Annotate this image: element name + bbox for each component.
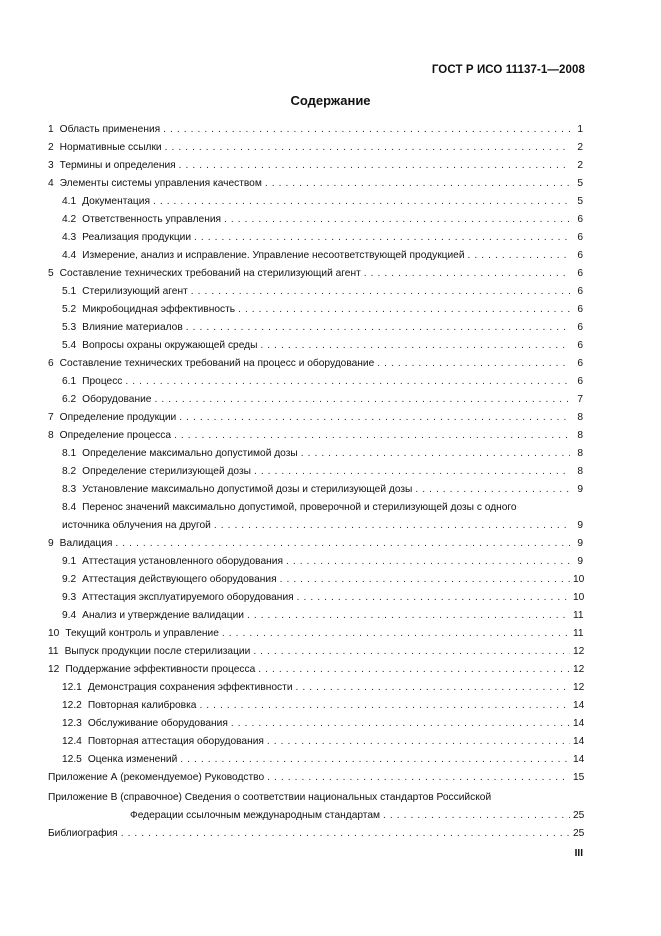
toc-leader-dots	[179, 157, 570, 175]
toc-appendix-b-line2[interactable]	[48, 807, 583, 825]
toc-entry-label: Область применения	[59, 124, 161, 135]
toc-title: Содержание	[290, 93, 371, 108]
toc-leader-dots	[267, 733, 570, 751]
toc-entry-label: Нормативные ссылки	[59, 142, 162, 153]
toc-leader-dots	[125, 373, 570, 391]
toc-entry-number: 6.2	[62, 394, 77, 405]
toc-entry-label: Приложение А (рекомендуемое) Руководство	[48, 772, 265, 783]
toc-entry-number: 9.1	[62, 556, 77, 567]
toc-leader-dots	[222, 625, 570, 643]
toc-entry-page: 8	[577, 448, 583, 459]
toc-part-2	[48, 535, 583, 769]
toc-entry-page: 8	[577, 466, 583, 477]
toc-entry-number: 12.3	[62, 718, 82, 729]
toc-entry-number: 6	[48, 358, 54, 369]
page-number: III	[574, 848, 583, 859]
toc-entry-page: 12	[573, 682, 585, 693]
toc-appendix-b-line1[interactable]	[48, 789, 583, 807]
toc-entry-number: 5.4	[62, 340, 77, 351]
toc-entry[interactable]	[48, 337, 583, 355]
toc-entry[interactable]	[48, 193, 583, 211]
toc-entry-page: 6	[577, 358, 583, 369]
toc-entry-page: 14	[573, 700, 585, 711]
toc-entry[interactable]	[48, 247, 583, 265]
toc-entry-label: Составление технических требований на стерилизующий агент	[59, 268, 361, 279]
toc-entry-number: 12.1	[62, 682, 82, 693]
toc-entry[interactable]	[48, 463, 583, 481]
toc-entry-label: Стерилизующий агент	[82, 286, 188, 297]
toc-leader-dots	[186, 319, 570, 337]
toc-leader-dots	[301, 445, 570, 463]
toc-leader-dots	[121, 825, 570, 843]
toc-entry-label: Реализация продукции	[82, 232, 192, 243]
document-id: ГОСТ Р ИСО 11137-1—2008	[431, 64, 585, 76]
toc-entry[interactable]	[48, 751, 583, 769]
toc-entry-label-continued: источника облучения на другой	[62, 520, 211, 531]
toc-leader-dots	[154, 391, 570, 409]
toc-entry[interactable]	[48, 229, 583, 247]
toc-entry-page: 14	[573, 754, 585, 765]
toc-entry-label: Демонстрация сохранения эффективности	[87, 682, 293, 693]
toc-entry-label: Анализ и утверждение валидации	[82, 610, 244, 621]
toc-entry-number: 12	[48, 664, 60, 675]
toc-entry-label: Документация	[82, 196, 150, 207]
toc-entry-label: Вопросы охраны окружающей среды	[82, 340, 258, 351]
toc-entry-number: 8.4	[62, 502, 77, 513]
toc-entry-label: Определение стерилизующей дозы	[82, 466, 251, 477]
toc-entry-number: 9	[48, 538, 54, 549]
toc-leader-dots	[468, 247, 570, 265]
toc-entry-8-4-line2[interactable]	[48, 517, 583, 535]
toc-entry-label: Повторная калибровка	[87, 700, 197, 711]
toc-entry[interactable]	[48, 643, 583, 661]
toc-leader-dots	[153, 193, 570, 211]
toc-leader-dots	[179, 409, 570, 427]
toc-entry-page: 9	[577, 556, 583, 567]
toc-entry-number: 4	[48, 178, 54, 189]
toc-entry[interactable]	[48, 535, 583, 553]
toc-entry[interactable]	[48, 265, 583, 283]
toc-entry-page: 6	[577, 214, 583, 225]
toc-entry-number: 9.2	[62, 574, 77, 585]
toc-entry-number: 1	[48, 124, 54, 135]
toc-entry-label: Выпуск продукции после стерилизации	[64, 646, 251, 657]
toc-entry-number: 2	[48, 142, 54, 153]
toc-entry-page: 25	[573, 828, 585, 839]
toc-entry[interactable]	[48, 211, 583, 229]
toc-entry-number: 10	[48, 628, 60, 639]
toc-entry-page: 12	[573, 664, 585, 675]
toc-entry-number: 12.2	[62, 700, 82, 711]
toc-entry-label: Определение максимально допустимой дозы	[82, 448, 298, 459]
toc-entry-page: 12	[573, 646, 585, 657]
toc-entry[interactable]	[48, 121, 583, 139]
toc-leader-dots	[238, 301, 570, 319]
toc-entry-label: Оборудование	[82, 394, 152, 405]
toc-entry-number: 11	[48, 646, 59, 657]
toc-entry[interactable]	[48, 175, 583, 193]
toc-entry[interactable]	[48, 715, 583, 733]
toc-entry[interactable]	[48, 355, 583, 373]
toc-entry-label: Поддержание эффективности процесса	[65, 664, 256, 675]
toc-leader-dots	[260, 337, 570, 355]
toc-leader-dots	[180, 751, 570, 769]
toc-entry-number: 5.2	[62, 304, 77, 315]
toc-entry[interactable]	[48, 679, 583, 697]
toc-entry-number: 5.3	[62, 322, 77, 333]
toc-entry-label: Измерение, анализ и исправление. Управление несоответствующей продукцией	[82, 250, 465, 261]
toc-entry-page: 14	[573, 736, 585, 747]
toc-entry[interactable]	[48, 445, 583, 463]
toc-part-1	[48, 121, 583, 499]
toc-entry-label: Составление технических требований на процесс и оборудование	[59, 358, 375, 369]
toc-entry-page: 6	[577, 286, 583, 297]
toc-entry-number: 8	[48, 430, 54, 441]
toc-entry[interactable]	[48, 319, 583, 337]
toc-leader-dots	[163, 121, 570, 139]
toc-entry-page: 15	[573, 772, 585, 783]
toc-entry-label: Приложение В (справочное) Сведения о соответствии национальных стандартов Российской	[48, 792, 492, 803]
toc-entry-label: Микробоцидная эффективность	[82, 304, 236, 315]
toc-entry[interactable]	[48, 391, 583, 409]
toc-entry-page: 6	[577, 340, 583, 351]
toc-entry-page: 6	[577, 268, 583, 279]
toc-entry[interactable]	[48, 571, 583, 589]
toc-entry-label: Элементы системы управления качеством	[59, 178, 262, 189]
toc-entry[interactable]	[48, 733, 583, 751]
toc-entry-page: 6	[577, 250, 583, 261]
toc-leader-dots	[199, 697, 570, 715]
toc-bibliography[interactable]	[48, 825, 583, 843]
toc-leader-dots	[415, 481, 570, 499]
toc-entry-number: 8.3	[62, 484, 77, 495]
toc-leader-dots	[165, 139, 570, 157]
toc-entry-label: Обслуживание оборудования	[87, 718, 228, 729]
toc-leader-dots	[254, 463, 570, 481]
toc-entry-label: Определение продукции	[59, 412, 177, 423]
toc-entry-number: 4.2	[62, 214, 77, 225]
toc-entry-label: Аттестация установленного оборудования	[82, 556, 283, 567]
toc-entry-label-continued: Федерации ссылочным международным стандартам	[130, 810, 381, 821]
toc-entry-number: 5	[48, 268, 54, 279]
toc-entry-number: 3	[48, 160, 54, 171]
toc-entry-page: 9	[577, 520, 583, 531]
toc-entry-page: 6	[577, 376, 583, 387]
toc-entry[interactable]	[48, 553, 583, 571]
toc-entry-label: Валидация	[59, 538, 113, 549]
toc-appendix-a[interactable]	[48, 769, 583, 787]
toc-leader-dots	[247, 607, 570, 625]
toc-entry-number: 9.3	[62, 592, 77, 603]
toc-entry-label: Определение процесса	[59, 430, 172, 441]
toc-entry-page: 5	[577, 196, 583, 207]
toc-entry[interactable]	[48, 427, 583, 445]
toc-entry-label: Повторная аттестация оборудования	[87, 736, 264, 747]
toc-leader-dots	[364, 265, 570, 283]
toc-leader-dots	[174, 427, 570, 445]
toc-entry[interactable]	[48, 607, 583, 625]
toc-entry-page: 9	[577, 538, 583, 549]
toc-entry-page: 6	[577, 322, 583, 333]
toc-entry-label: Текущий контроль и управление	[65, 628, 219, 639]
toc-entry[interactable]	[48, 661, 583, 679]
toc-entry-page: 8	[577, 412, 583, 423]
toc-leader-dots	[191, 283, 570, 301]
toc-entry-8-4-line1[interactable]	[48, 499, 583, 517]
toc-entry-number: 4.3	[62, 232, 77, 243]
toc-entry-label: Оценка изменений	[87, 754, 178, 765]
toc-leader-dots	[286, 553, 570, 571]
toc-entry-label: Термины и определения	[59, 160, 176, 171]
toc-entry-page: 25	[573, 810, 585, 821]
toc-entry-page: 9	[577, 484, 583, 495]
toc-leader-dots	[194, 229, 570, 247]
toc-entry[interactable]	[48, 589, 583, 607]
toc-leader-dots	[253, 643, 570, 661]
toc-entry-number: 5.1	[62, 286, 77, 297]
toc-entry-page: 10	[573, 574, 585, 585]
toc-entry-label: Аттестация действующего оборудования	[82, 574, 277, 585]
toc-entry[interactable]	[48, 625, 583, 643]
toc-entry-page: 11	[573, 628, 584, 639]
toc-entry-page: 14	[573, 718, 585, 729]
toc-entry-number: 8.1	[62, 448, 77, 459]
toc-entry-label: Влияние материалов	[82, 322, 183, 333]
table-of-contents	[48, 121, 583, 843]
toc-leader-dots	[231, 715, 570, 733]
toc-entry-page: 1	[577, 124, 583, 135]
toc-entry-page: 11	[573, 610, 584, 621]
toc-entry-page: 8	[577, 430, 583, 441]
toc-entry-number: 4.4	[62, 250, 77, 261]
toc-entry-label: Установление максимально допустимой дозы и стерилизующей дозы	[82, 484, 413, 495]
toc-entry-number: 12.5	[62, 754, 82, 765]
toc-entry-page: 5	[577, 178, 583, 189]
toc-entry[interactable]	[48, 283, 583, 301]
toc-entry-page: 2	[577, 160, 583, 171]
toc-leader-dots	[377, 355, 570, 373]
toc-leader-dots	[115, 535, 570, 553]
toc-leader-dots	[267, 769, 570, 787]
toc-entry-page: 6	[577, 232, 583, 243]
toc-leader-dots	[224, 211, 570, 229]
toc-leader-dots	[280, 571, 570, 589]
toc-entry-page: 10	[573, 592, 585, 603]
toc-entry-page: 6	[577, 304, 583, 315]
toc-entry[interactable]	[48, 481, 583, 499]
toc-entry[interactable]	[48, 157, 583, 175]
toc-entry-number: 12.4	[62, 736, 82, 747]
toc-entry-label: Перенос значений максимально допустимой, проверочной и стерилизующей дозы с одного	[82, 502, 517, 513]
toc-leader-dots	[258, 661, 570, 679]
toc-entry[interactable]	[48, 373, 583, 391]
toc-leader-dots	[214, 517, 570, 535]
toc-entry-number: 9.4	[62, 610, 77, 621]
toc-entry[interactable]	[48, 301, 583, 319]
toc-entry-number: 4.1	[62, 196, 77, 207]
toc-entry[interactable]	[48, 139, 583, 157]
toc-entry-label: Ответственность управления	[82, 214, 222, 225]
toc-leader-dots	[383, 807, 570, 825]
toc-entry-label: Библиография	[48, 828, 118, 839]
toc-entry-number: 6.1	[62, 376, 77, 387]
toc-entry-label: Аттестация эксплуатируемого оборудования	[82, 592, 294, 603]
toc-entry-number: 8.2	[62, 466, 77, 477]
toc-entry[interactable]	[48, 697, 583, 715]
toc-entry-number: 7	[48, 412, 54, 423]
toc-entry-page: 2	[577, 142, 583, 153]
toc-entry-label: Процесс	[82, 376, 123, 387]
toc-entry[interactable]	[48, 409, 583, 427]
toc-entry-page: 7	[577, 394, 583, 405]
toc-leader-dots	[296, 679, 570, 697]
toc-leader-dots	[265, 175, 570, 193]
toc-leader-dots	[297, 589, 570, 607]
